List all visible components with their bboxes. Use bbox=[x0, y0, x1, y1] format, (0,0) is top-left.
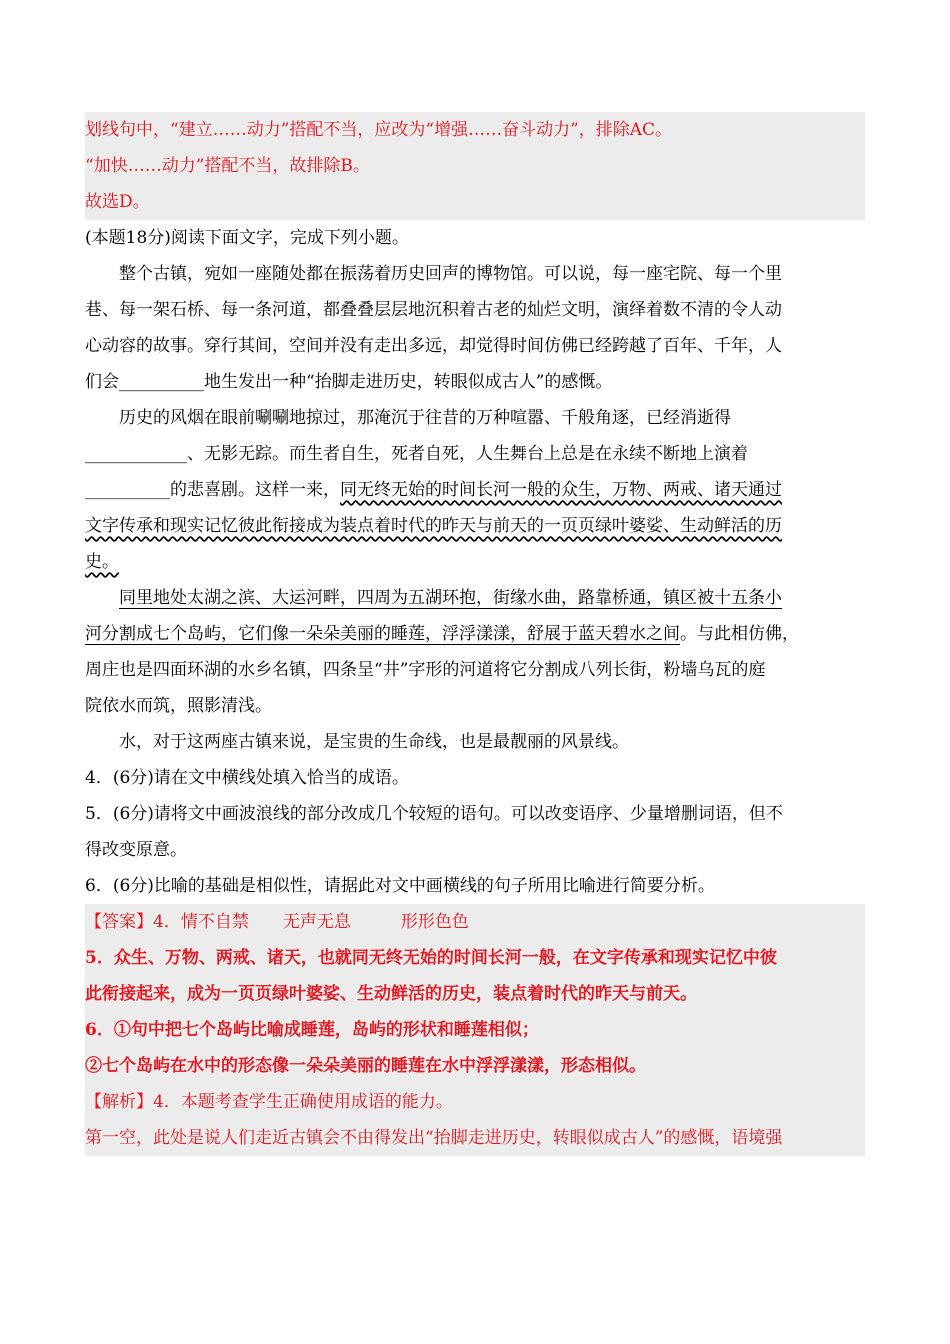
wavy-underlined-text: 文字传承和现实记忆彼此衔接成为装点着时代的昨天与前天的一页页绿叶婆娑、生动鲜活的历 bbox=[85, 516, 782, 536]
passage-line: 院依水而筑，照影清浅。 bbox=[85, 696, 272, 716]
questions bbox=[85, 760, 865, 904]
passage-text: __________的悲喜剧。这样一来， bbox=[85, 480, 340, 500]
answer-block bbox=[85, 904, 865, 1084]
answer-label: 【答案】 bbox=[85, 912, 153, 932]
passage-text: 。与此相仿佛， bbox=[680, 624, 799, 644]
analysis-label: 【解析】 bbox=[85, 1092, 153, 1112]
passage-line: 整个古镇，宛如一座随处都在振荡着历史回声的博物馆。可以说，每一座宅院、每一个里 bbox=[119, 264, 782, 284]
passage-line bbox=[85, 580, 865, 616]
answer-line-6: 6．①句中把七个岛屿比喻成睡莲，岛屿的形状和睡莲相似； bbox=[85, 1020, 539, 1040]
answer-idiom: 形形色色 bbox=[400, 912, 469, 932]
wavy-underlined-text: 同无终无始的时间长河一般的众生，万物、两戒、诸天通过 bbox=[340, 480, 782, 500]
answer-idiom: 情不自禁 bbox=[180, 912, 249, 932]
analysis-text: 4．本题考查学生正确使用成语的能力。 bbox=[153, 1092, 453, 1112]
answer-line-5-cont: 此衔接起来，成为一页页绿叶婆娑、生动鲜活的历史，装点着时代的昨天与前天。 bbox=[85, 984, 697, 1004]
document-page bbox=[85, 112, 865, 1156]
question-intro: (本题18分)阅读下面文字，完成下列小题。 bbox=[85, 228, 409, 248]
wavy-underlined-text: 史。 bbox=[85, 552, 119, 572]
underlined-text: 同里地处太湖之滨、大运河畔，四周为五湖环抱，街缘水曲，路靠桥通，镇区被十五条小 bbox=[119, 588, 782, 608]
analysis-line: “加快……动力”搭配不当，故排除B。 bbox=[85, 156, 370, 176]
question-5-cont: 得改变原意。 bbox=[85, 840, 187, 860]
answer-line-5: 5．众生、万物、两戒、诸天，也就同无终无始的时间长河一般，在文字传承和现实记忆中彼 bbox=[85, 948, 777, 968]
passage-paragraph-3 bbox=[85, 580, 865, 724]
passage-line bbox=[85, 616, 865, 652]
passage-line bbox=[85, 472, 865, 508]
analysis-line: 划线句中，“建立……动力”搭配不当，应改为“增强……奋斗动力”，排除AC。 bbox=[85, 120, 673, 140]
analysis-line bbox=[85, 1084, 865, 1120]
passage-paragraph-4: 水，对于这两座古镇来说，是宝贵的生命线，也是最靓丽的风景线。 bbox=[119, 732, 629, 752]
question-6: 6．(6分)比喻的基础是相似性，请据此对文中画横线的句子所用比喻进行简要分析。 bbox=[85, 876, 715, 896]
answer-line-6-cont: ②七个岛屿在水中的形态像一朵朵美丽的睡莲在水中浮浮漾漾，形态相似。 bbox=[85, 1056, 646, 1076]
passage-line: ____________、无影无踪。而生者自生，死者自死，人生舞台上总是在永续不断地上演着 bbox=[85, 444, 748, 464]
passage-line: 历史的风烟在眼前唰唰地掠过，那淹沉于往昔的万种喧嚣、千般角逐，已经消逝得 bbox=[119, 408, 731, 428]
passage-paragraph-2 bbox=[85, 400, 865, 580]
previous-analysis-block bbox=[85, 112, 865, 220]
question-5: 5．(6分)请将文中画波浪线的部分改成几个较短的语句。可以改变语序、少量增删词语，但不 bbox=[85, 804, 783, 824]
passage-paragraph-1 bbox=[85, 256, 865, 400]
answer-line-4 bbox=[85, 904, 865, 940]
passage-line bbox=[85, 544, 865, 580]
analysis-line: 第一空，此处是说人们走近古镇会不由得发出“抬脚走进历史，转眼似成古人”的感慨，语境强 bbox=[85, 1128, 783, 1148]
passage-line: 们会__________地生发出一种“抬脚走进历史，转眼似成古人”的感慨。 bbox=[85, 372, 613, 392]
passage-line: 心动容的故事。穿行其间，空间并没有走出多远，却觉得时间仿佛已经跨越了百年、千年，人 bbox=[85, 336, 782, 356]
passage-line: 周庄也是四面环湖的水乡名镇，四条呈“井”字形的河道将它分割成八列长街，粉墙乌瓦的庭 bbox=[85, 660, 766, 680]
answer-idiom: 无声无息 bbox=[282, 912, 351, 932]
analysis-block bbox=[85, 1084, 865, 1156]
passage-line: 巷、每一架石桥、每一条河道，都叠叠层层地沉积着古老的灿烂文明，演绎着数不清的令人动 bbox=[85, 300, 782, 320]
question-4: 4．(6分)请在文中横线处填入恰当的成语。 bbox=[85, 768, 409, 788]
analysis-line: 故选D。 bbox=[85, 192, 150, 212]
answer-number: 4． bbox=[153, 912, 181, 932]
underlined-text: 河分割成七个岛屿，它们像一朵朵美丽的睡莲，浮浮漾漾，舒展于蓝天碧水之间 bbox=[85, 624, 680, 644]
passage-line bbox=[85, 508, 865, 544]
